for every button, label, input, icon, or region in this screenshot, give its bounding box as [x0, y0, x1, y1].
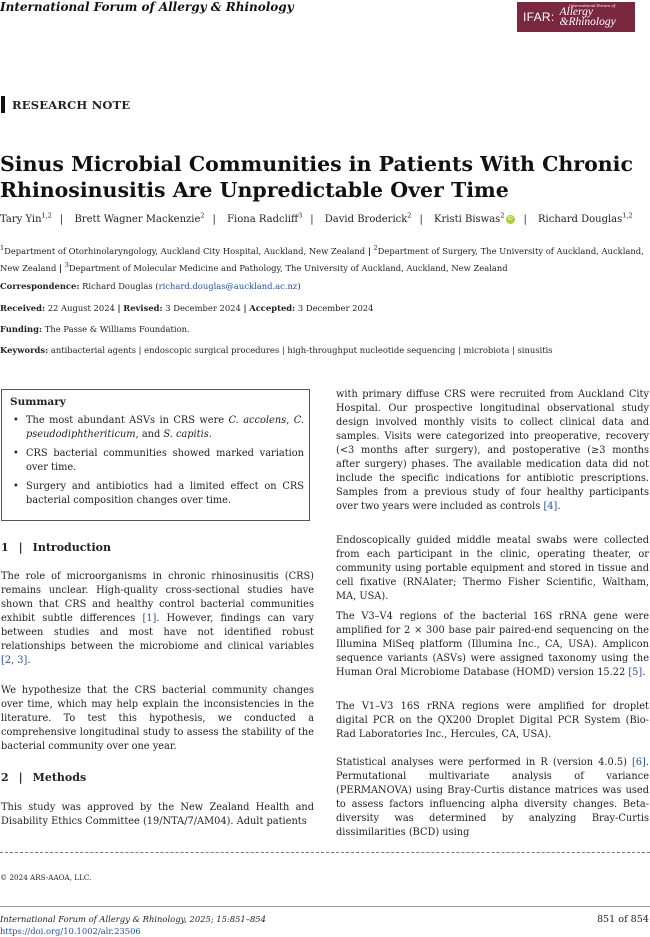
- footer-rule: [0, 906, 650, 907]
- author-4[interactable]: David Broderick$^2$: [324, 212, 412, 226]
- methods-paragraph-5: Statistical analyses were performed in R (version 4.0.5) [6]. Permutational multivariate analysis of variance (PERMANOVA) using Bray-Curtis distance matrices was used to assess factors influencing alpha diversity changes. Beta-diversity was determined by analyzing Bray-Curtis dissimilarities (BCD) using: [336, 757, 649, 838]
- citation-link[interactable]: [1]: [142, 613, 157, 624]
- citation-link[interactable]: [5]: [628, 667, 643, 678]
- citation-link[interactable]: [6]: [631, 757, 646, 768]
- methods-paragraph-2: Endoscopically guided middle meatal swabs were collected from each participant in the clinic, operating theater, or community using portable equipment and stored in tissue and cell fixative (RNAlater; Thermo Fisher Scientific, Waltham, MA, USA).: [336, 535, 649, 602]
- logo-small-text: International Forum of: [569, 3, 616, 8]
- doi-link[interactable]: https://doi.org/10.1002/alr.23506: [0, 926, 141, 936]
- page-number: 851 of 854: [596, 914, 649, 925]
- summary-bullet-3: • Surgery and antibiotics had a limited effect on CRS bacterial composition changes over time.: [10, 480, 304, 507]
- author-3[interactable]: Fiona Radcliff$^3$: [227, 212, 303, 226]
- footer-divider: [0, 852, 650, 853]
- orcid-icon[interactable]: [506, 215, 515, 224]
- introduction-paragraph-2: We hypothesize that the CRS bacterial community changes over time, which may help explain the inconsistencies in the literature. To test this hypothesis, we conducted a comprehensive longitudinal study to assess the stability of the bacterial community over one year.: [1, 685, 314, 752]
- affiliations: $^1$Department of Otorhinolaryngology, Auckland City Hospital, Auckland, New Zealand | $^2$Department of Surgery, The University of Auckland, Auckland, New Zealand | $^3$Department of Molecular Medicine and Pathology, The University of Auckland, Auckland, New Zealand: [0, 244, 644, 274]
- copyright: © 2024 ARS-AAOA, LLC.: [0, 873, 92, 882]
- methods-paragraph-4: The V1–V3 16S rRNA regions were amplified for droplet digital PCR on the QX200 Droplet Digital PCR System (Bio-Rad Laboratories Inc., Hercules, CA, USA).: [336, 701, 649, 740]
- author-5[interactable]: Kristi Biswas$^2$iD: [434, 214, 515, 225]
- summary-bullet-2: • CRS bacterial communities showed marked variation over time.: [10, 447, 304, 474]
- section-heading-methods: 2 | Methods: [1, 771, 87, 784]
- section-heading-introduction: 1 | Introduction: [1, 541, 112, 554]
- funding: Funding: The Passe & Williams Foundation.: [0, 324, 190, 334]
- article-type-bar: [1, 96, 5, 113]
- article-title: Sinus Microbial Communities in Patients With Chronic Rhinosinusitis Are Unpredictable Over Time: [0, 152, 633, 202]
- methods-paragraph-3: The V3–V4 regions of the bacterial 16S rRNA gene were amplified for 2 × 300 base pair paired-end sequencing on the Illumina MiSeq platform (Illumina Inc., CA, USA). Amplicon sequence variants (ASVs) were assigned taxonomy using the Human Oral Microbiome Database (HOMD) version 15.22 [5].: [336, 611, 649, 678]
- summary-bullet-1: • The most abundant ASVs in CRS were C. accolens, C. pseudodiphtheriticum, and S. capitis.: [10, 414, 304, 441]
- email-link[interactable]: richard.douglas@auckland.ac.nz: [158, 281, 298, 291]
- citation-link[interactable]: [4]: [543, 501, 558, 512]
- summary-title: Summary: [10, 396, 66, 408]
- introduction-paragraph-1: The role of microorganisms in chronic rhinosinusitis (CRS) remains unclear. High-quality cross-sectional studies have shown that CRS and healthy control bacterial communities exhibit subtle differences [1]. However, findings can vary between studies and most have not identified robust relationships between the microbiome and clinical variables [2, 3].: [1, 571, 314, 666]
- author-6[interactable]: Richard Douglas$^{1,2}$: [538, 212, 633, 226]
- footer-journal-citation: International Forum of Allergy & Rhinology, 2025; 15:851–854: [0, 914, 266, 924]
- author-2[interactable]: Brett Wagner Mackenzie$^2$: [74, 212, 205, 226]
- article-type: RESEARCH NOTE: [12, 98, 131, 112]
- logo-name: Allergy &Rhinology: [559, 6, 616, 28]
- summary-box: [1, 389, 310, 521]
- journal-header-title: International Forum of Allergy & Rhinology: [0, 0, 294, 14]
- article-dates: Received: 22 August 2024 | Revised: 3 December 2024 | Accepted: 3 December 2024: [0, 303, 374, 313]
- keywords: Keywords: antibacterial agents | endoscopic surgical procedures | high-throughput nucleotide sequencing | microbiota | sinusitis: [0, 345, 553, 355]
- correspondence: Correspondence: Richard Douglas (richard.douglas@auckland.ac.nz): [0, 281, 301, 291]
- author-list: Tary Yin$^{1,2}$ | Brett Wagner Mackenzie$^2$ | Fiona Radcliff$^3$ | David Broderick$^2$ | Kristi Biswas$^2$iD | Richard Douglas$^{1,2}$: [0, 212, 650, 225]
- journal-logo: [517, 2, 635, 32]
- methods-paragraph-1: This study was approved by the New Zealand Health and Disability Ethics Committee (19/NTA/7/AM04). Adult patients: [1, 802, 314, 827]
- citation-link[interactable]: [2, 3]: [1, 655, 28, 666]
- methods-paragraph-1-continued: with primary diffuse CRS were recruited from Auckland City Hospital. Our prospective longitudinal observational study design involved monthly visits to collect clinical data and samples. Visits were categorized into preoperative, recovery (<3 months after surgery), and postoperative (≥3 months after surgery) phases. The available medication data did not include the specific indications for antibiotic prescriptions. Samples from a previous study of four healthy participants over two years were included as controls [4].: [336, 389, 649, 512]
- logo-abbr: IFAR:: [523, 10, 555, 24]
- author-1[interactable]: Tary Yin$^{1,2}$: [0, 212, 52, 226]
